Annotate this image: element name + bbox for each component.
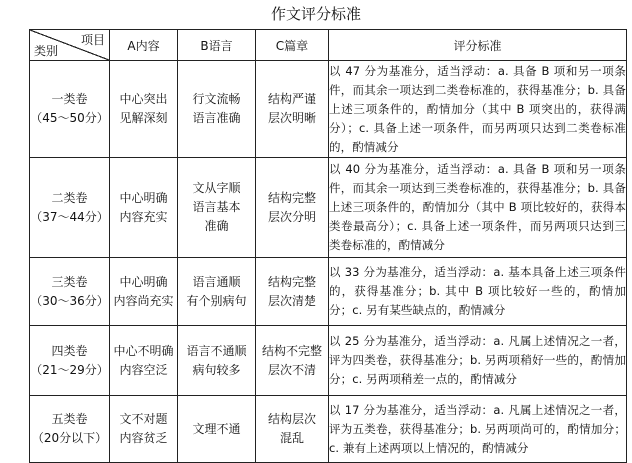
structure-line: 结构层次 bbox=[267, 412, 316, 426]
structure-cell bbox=[256, 396, 329, 463]
language-line: 有个别病句 bbox=[186, 293, 247, 308]
header-col-c: C篇章 bbox=[256, 30, 329, 61]
content-cell bbox=[110, 61, 178, 158]
content-line: 见解深刻 bbox=[119, 111, 168, 125]
rubric-table bbox=[29, 29, 627, 463]
content-line: 内容空泛 bbox=[119, 362, 168, 377]
standard-cell: 以 33 分为基准分，适当浮动：a. 基本具备上述三项条件的，获得基准分；b. 其中 B 项比较好一些的，酌情加分；c. 另有某些缺点的，酌情减分 bbox=[329, 258, 627, 326]
category-range: （21～29分） bbox=[30, 362, 109, 377]
table-row bbox=[30, 61, 627, 158]
table-row bbox=[30, 396, 627, 463]
language-line: 文从字顺 bbox=[192, 181, 241, 195]
header-row bbox=[30, 30, 627, 61]
table-row bbox=[30, 158, 627, 258]
category-name: 一类卷 bbox=[51, 92, 88, 106]
header-col-a: A内容 bbox=[110, 30, 178, 61]
header-col-standard: 评分标准 bbox=[329, 30, 627, 61]
language-cell bbox=[178, 61, 256, 158]
structure-line: 结构完整 bbox=[267, 274, 316, 289]
language-line: 语言通顺 bbox=[192, 274, 241, 289]
language-line: 文理不通 bbox=[192, 421, 241, 436]
structure-line: 层次清楚 bbox=[267, 293, 316, 308]
header-col-b: B语言 bbox=[178, 30, 256, 61]
content-line: 内容充实 bbox=[119, 209, 168, 224]
structure-cell bbox=[256, 258, 329, 326]
category-name: 三类卷 bbox=[51, 274, 88, 289]
category-cell bbox=[30, 258, 110, 326]
structure-cell bbox=[256, 158, 329, 258]
standard-cell: 以 25 分为基准分，适当浮动：a. 凡属上述情况之一者，评为四类卷，获得基准分；b. 另两项稍好一些的，酌情加分；c. 另两项稍差一点的，酌情减分 bbox=[329, 326, 627, 396]
language-line: 准确 bbox=[204, 219, 229, 233]
standard-cell: 以 40 分为基准分，适当浮动：a. 具备 B 项和另一项条件，而其余一项达到三类卷标准的，获得基准分；b. 具备上述三项条件的，酌情加分（其中 B 项比较好的，获得本类卷最高分）；c. 具备上述一项条件，而另两项只达到三类卷标准的，酌情减分 bbox=[329, 158, 627, 258]
language-line: 语言不通顺 bbox=[186, 343, 247, 358]
language-cell bbox=[178, 326, 256, 396]
content-line: 内容贫乏 bbox=[119, 431, 168, 445]
language-line: 病句较多 bbox=[192, 362, 241, 377]
structure-line: 层次分明 bbox=[267, 209, 316, 224]
category-name: 四类卷 bbox=[51, 343, 88, 358]
category-range: （20分以下） bbox=[31, 431, 108, 445]
category-range: （30～36分） bbox=[30, 293, 109, 308]
structure-line: 结构严谨 bbox=[267, 92, 316, 106]
content-line: 文不对题 bbox=[119, 412, 168, 426]
language-line: 语言基本 bbox=[192, 200, 241, 214]
category-name: 五类卷 bbox=[51, 412, 88, 426]
structure-line: 层次不清 bbox=[267, 362, 316, 377]
category-range: （45～50分） bbox=[30, 111, 109, 125]
structure-line: 结构完整 bbox=[267, 190, 316, 205]
content-cell bbox=[110, 326, 178, 396]
language-cell bbox=[178, 258, 256, 326]
language-cell bbox=[178, 396, 256, 463]
header-corner-cell bbox=[30, 30, 110, 61]
structure-cell bbox=[256, 61, 329, 158]
content-line: 中心不明确 bbox=[113, 343, 174, 358]
header-category-label: 类别 bbox=[34, 44, 59, 58]
content-line: 中心突出 bbox=[119, 92, 168, 106]
table-row bbox=[30, 258, 627, 326]
standard-cell: 以 17 分为基准分，适当浮动：a. 凡属上述情况之一者，评为五类卷，获得基准分；b. 另两项尚可的，酌情加分；c. 兼有上述两项以上情况的，酌情减分 bbox=[329, 396, 627, 463]
category-range: （37～44分） bbox=[30, 209, 109, 224]
language-line: 行文流畅 bbox=[192, 92, 241, 106]
content-line: 中心明确 bbox=[119, 190, 168, 205]
structure-line: 结构不完整 bbox=[261, 343, 322, 358]
content-line: 内容尚充实 bbox=[113, 293, 174, 308]
category-cell bbox=[30, 396, 110, 463]
content-cell bbox=[110, 396, 178, 463]
content-line: 中心明确 bbox=[119, 274, 168, 289]
table-row bbox=[30, 326, 627, 396]
standard-cell: 以 47 分为基准分，适当浮动：a. 具备 B 项和另一项条件，而其余一项达到二类卷标准的，获得基准分；b. 具备上述三项条件的，酌情加分（其中 B 项突出的，获得满分）；c. 具备上述一项条件，而另两项只达到二类卷标准的，酌情减分 bbox=[329, 61, 627, 158]
document-title: 作文评分标准 bbox=[270, 5, 361, 23]
header-project-label: 项目 bbox=[80, 33, 105, 47]
content-cell bbox=[110, 258, 178, 326]
language-line: 语言准确 bbox=[192, 111, 241, 125]
structure-cell bbox=[256, 326, 329, 396]
content-cell bbox=[110, 158, 178, 258]
language-cell bbox=[178, 158, 256, 258]
category-cell bbox=[30, 326, 110, 396]
category-cell bbox=[30, 158, 110, 258]
structure-line: 混乱 bbox=[279, 431, 304, 445]
structure-line: 层次明晰 bbox=[267, 111, 316, 125]
category-name: 二类卷 bbox=[51, 190, 88, 205]
category-cell bbox=[30, 61, 110, 158]
